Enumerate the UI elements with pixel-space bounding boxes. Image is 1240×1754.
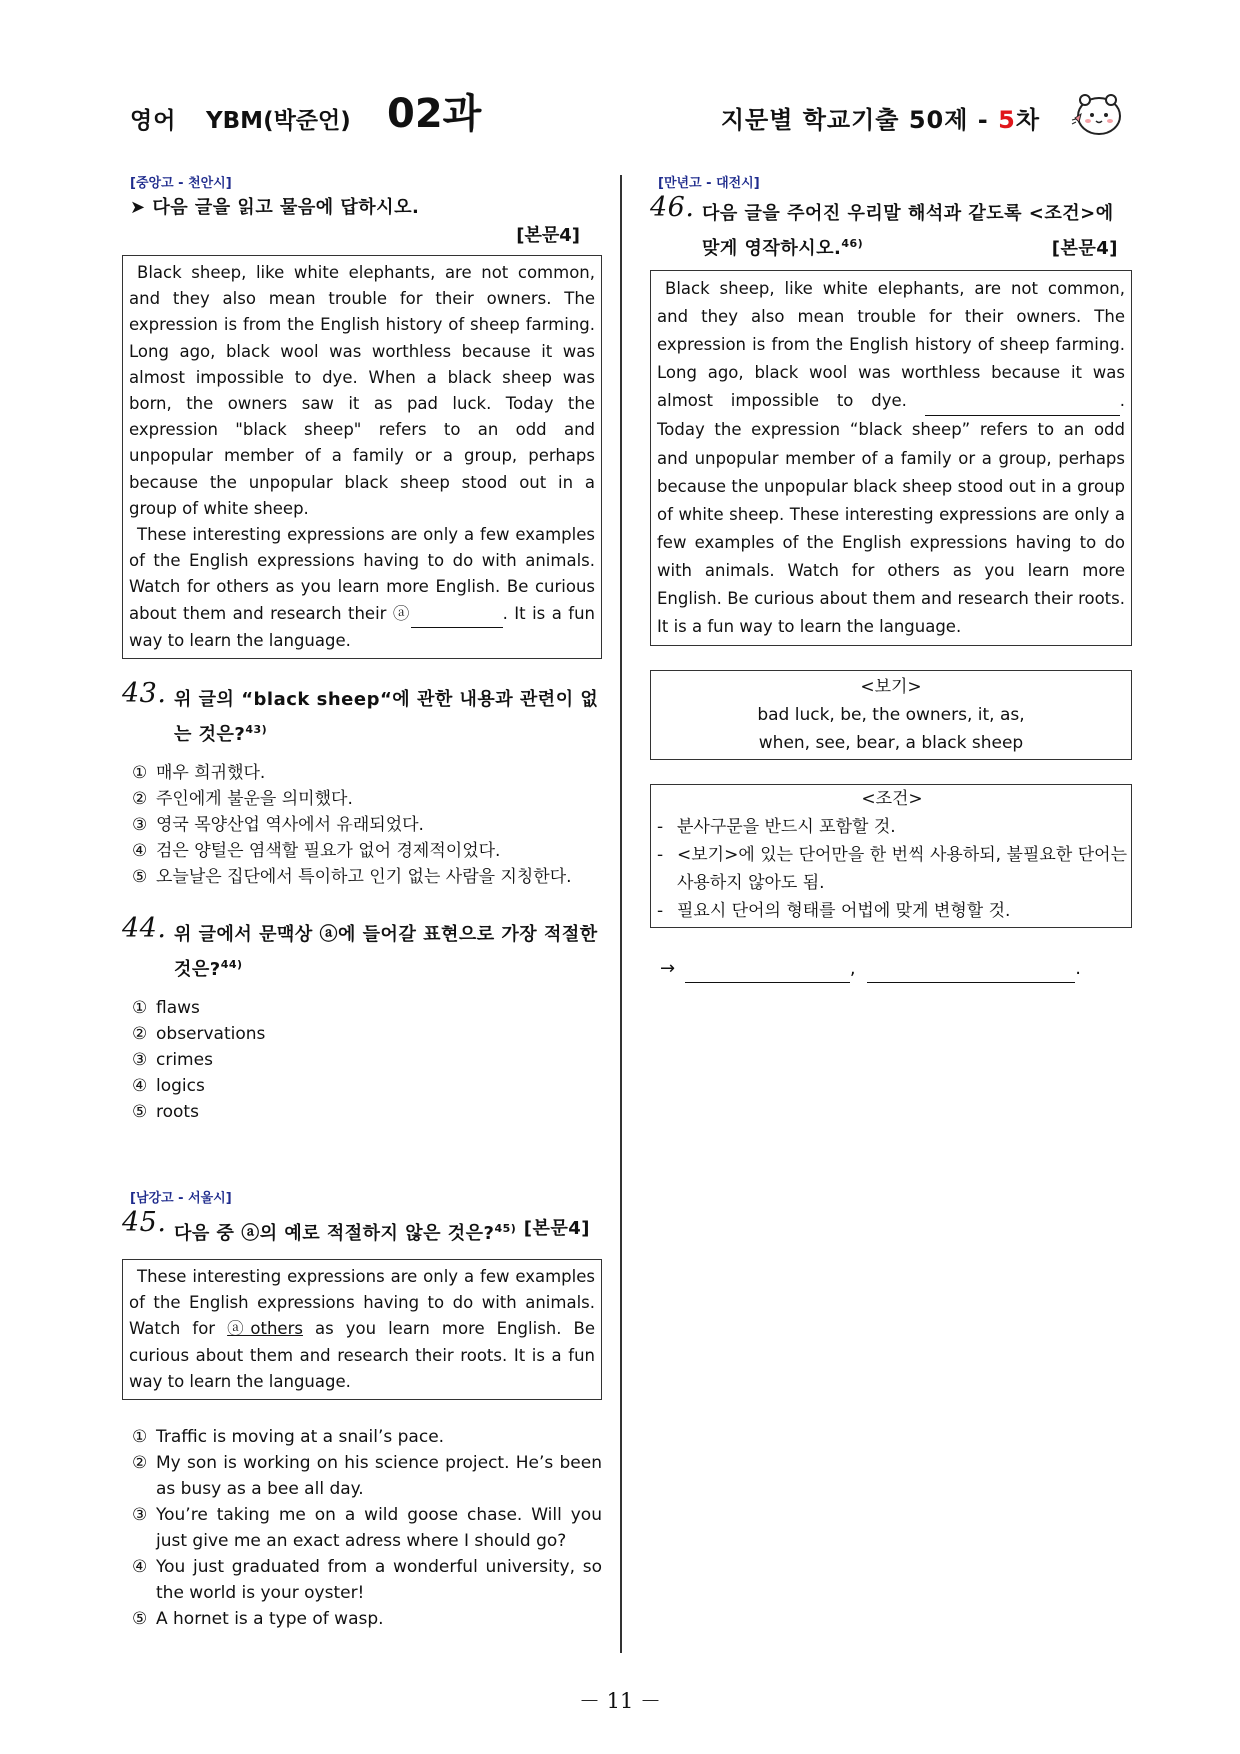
option-item[interactable] [132,760,602,786]
option-mark: ② [132,1453,148,1474]
question-text: 위 글의 “black sheep“에 관한 내용과 관련이 없는 것은? [174,689,599,746]
option-item[interactable] [132,838,602,864]
option-text: crimes [156,1050,213,1071]
series-round-number: 5 [998,106,1016,134]
dash-icon: - [657,845,664,866]
option-mark: ② [132,1024,148,1045]
passage-paragraph [129,522,595,654]
source-label: [만년고 - 대전시] [658,176,760,191]
answer-blank [925,387,1120,416]
bogi-title: <보기> [860,677,922,698]
passage-text: . It is a fun way to learn the language. [129,603,595,650]
option-item[interactable] [132,1450,602,1502]
question-44 [122,913,602,985]
option-text: 오늘날은 집단에서 특이하고 인기 없는 사람을 지칭한다. [156,867,572,888]
question-45 [122,1207,602,1249]
option-mark: ④ [132,1076,148,1097]
bogi-line: when, see, bear, a black sheep [758,733,1024,754]
jogeon-box [650,784,1132,928]
option-item[interactable] [132,1073,602,1099]
question-number: 46. [650,192,695,223]
option-text: logics [156,1076,205,1097]
passage-text: These interesting expressions are only a few examples of the English expressions having to do with animals. Watch for [129,1267,595,1339]
option-text: 매우 희귀했다. [156,763,266,784]
footnote-ref: 43) [245,723,268,737]
option-mark: ④ [132,1557,148,1578]
dash-icon: - [657,817,664,838]
passage-tag: [본문4] [1051,238,1118,259]
arrow-icon: → [660,958,676,980]
option-item[interactable] [132,1554,602,1606]
footnote-ref: 44) [220,958,243,972]
question-text: 위 글에서 문맥상 ⓐ에 들어갈 표현으로 가장 적절한 것은? [174,924,598,981]
option-mark: ① [132,998,148,1019]
answer-blank [411,601,503,628]
question-text: 다음 중 ⓐ의 예로 적절하지 않은 것은? [174,1223,495,1244]
subject-label: 영어 [130,108,177,134]
option-text: 검은 양털은 염색할 필요가 없어 경제적이었다. [156,841,501,862]
source-label: [중앙고 - 천안시] [130,176,232,191]
option-item[interactable] [132,1502,602,1554]
option-mark: ⑤ [132,867,148,888]
option-mark: ① [132,763,148,784]
jogeon-title: <조건> [861,789,923,810]
option-item[interactable] [132,786,602,812]
option-mark: ⑤ [132,1609,148,1630]
option-item[interactable] [132,812,602,838]
options-list [132,760,602,890]
passage-text: . Today the expression “black sheep” refers to an odd and unpopular member of a family or a group, perhaps because the unpopular black sheep stood out in a group of white sheep. These interesting expressions are only a few examples of the English expressions having to do with animals. Watch for others as you learn more English. Be curious about them and research their roots. It is a fun way to learn the language. [657,391,1125,637]
question-text: 다음 글을 주어진 우리말 해석과 같도록 <조건>에 맞게 영작하시오. [702,203,1114,259]
option-mark: ③ [132,1505,148,1526]
question-number: 45. [122,1207,167,1238]
option-item[interactable] [132,1047,602,1073]
left-column [122,175,602,1125]
footnote-ref: 46) [841,237,864,250]
option-item[interactable] [132,1606,602,1632]
option-mark: ② [132,789,148,810]
condition-text: <보기>에 있는 단어만을 한 번씩 사용하되, 불필요한 단어는 사용하지 않아도 됨. [677,845,1127,894]
option-item[interactable] [132,864,602,890]
option-mark: ③ [132,1050,148,1071]
underlined-target: ⓐothers [227,1319,303,1339]
condition-item [657,897,1127,925]
series-round-suffix: 차 [1015,106,1040,134]
option-text: 영국 목양산업 역사에서 유래되었다. [156,815,424,836]
condition-item [657,841,1127,897]
bogi-box [650,670,1132,760]
answer-line [660,956,1132,983]
passage-tag: [본문4] [523,1218,590,1239]
instruction: ➤ 다음 글을 읽고 물음에 답하시오. [130,197,420,218]
option-text: A hornet is a type of wasp. [156,1609,384,1630]
option-mark: ④ [132,841,148,862]
option-item[interactable] [132,1021,602,1047]
bogi-line: bad luck, be, the owners, it, as, [757,705,1025,726]
passage-box [122,255,602,659]
answer-blank[interactable] [685,956,850,983]
question-45-block [122,1190,602,1632]
option-text: You just graduated from a wonderful university, so the world is your oyster! [156,1557,602,1604]
option-item[interactable] [132,995,602,1021]
passage-box [122,1259,602,1400]
column-divider [620,175,622,1653]
option-item[interactable] [132,1099,602,1125]
option-text: observations [156,1024,266,1045]
option-text: roots [156,1102,199,1123]
passage-tag: [본문4] [516,225,580,246]
condition-text: 필요시 단어의 형태를 어법에 맞게 변형할 것. [677,901,1011,922]
answer-blank[interactable] [867,956,1075,983]
question-46 [650,192,1132,264]
publisher-label: YBM(박준언) [206,108,351,134]
option-mark: ⑤ [132,1102,148,1123]
question-number: 43. [122,678,167,710]
period: . [1075,958,1082,980]
options-list [132,995,602,1125]
options-list [132,1424,602,1632]
option-text: You’re taking me on a wild goose chase. Will you just give me an exact adress where I should go? [156,1505,602,1552]
passage-text: as you learn more English. Be curious about them and research their roots. It is a fun way to learn the language. [129,1319,596,1391]
series-prefix: 지문별 학교기출 50제 - [720,106,999,134]
condition-item [657,813,1127,841]
passage-paragraph: Black sheep, like white elephants, are not common, and they also mean trouble for their owners. The expression is from the English history of sheep farming. Long ago, black wool was worthless because it was almost impossible to dye. When a black sheep was born, the owners saw it as pad luck. Today the expression "black sheep" refers to an odd and unpopular member of a family or a group, perhaps because the unpopular black sheep stood out in a group of white sheep. [129,263,595,518]
option-mark: ① [132,1427,148,1448]
page-number: － 11 － [578,1689,662,1713]
dash-icon: - [657,901,664,922]
option-item[interactable] [132,1424,602,1450]
right-column [650,175,1132,983]
question-number: 44. [122,913,167,945]
footnote-ref: 45) [494,1222,517,1235]
passage-text: Black sheep, like white elephants, are not common, and they also mean trouble for their owners. The expression is from the English history of sheep farming. Long ago, black wool was worthless because it was almost impossible to dye. [657,279,1125,411]
page-header [130,82,1125,142]
bear-mascot-icon [1069,88,1125,140]
option-text: My son is working on his science project. He’s been as busy as a bee all day. [156,1453,602,1500]
question-43 [122,678,602,750]
passage-box [650,270,1132,646]
source-label: [남강고 - 서울시] [130,1191,232,1206]
passage-text: These interesting expressions are only a few examples of the English expressions having to do with animals. Watch for others as you learn more English. Be curious about them and research their ⓐ [129,525,595,623]
option-text: 주인에게 불운을 의미했다. [156,789,353,810]
option-text: flaws [156,998,200,1019]
option-text: Traffic is moving at a snail’s pace. [156,1427,445,1448]
option-mark: ③ [132,815,148,836]
lesson-title: 02과 [387,91,482,137]
series-title [721,100,1040,135]
condition-text: 분사구문을 반드시 포함할 것. [677,817,896,838]
comma: , [849,958,856,980]
